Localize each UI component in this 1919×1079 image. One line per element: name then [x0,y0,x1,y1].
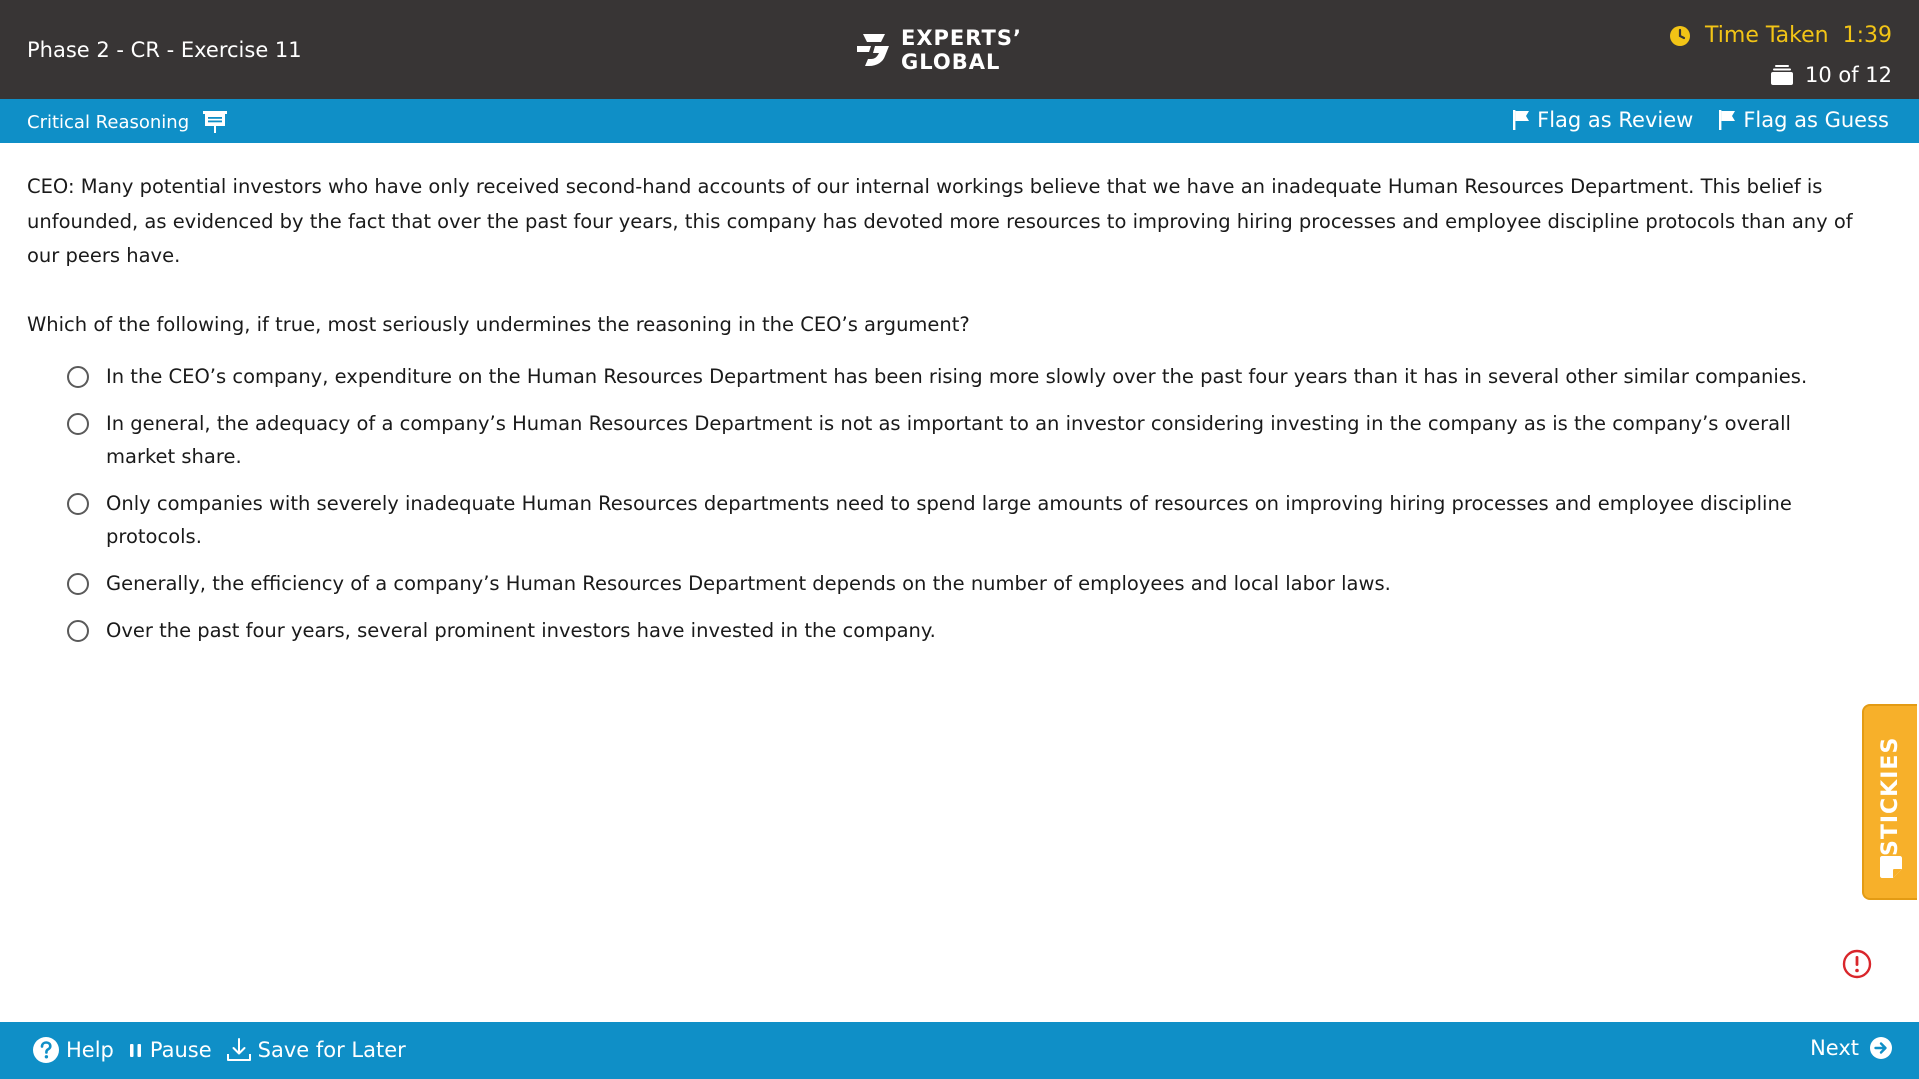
bottom-toolbar [0,1022,1919,1079]
pause-button[interactable] [128,1038,212,1062]
answer-option-text: In general, the adequacy of a company’s Human Resources Department is not as important to an investor considering investing in the company as is the company’s overall market share. [106,411,1791,468]
section-title [27,110,227,134]
timer [1669,23,1892,48]
radio-button[interactable] [67,493,89,515]
report-issue-icon[interactable] [1842,949,1872,979]
radio-button[interactable] [67,573,89,595]
help-icon [32,1036,60,1064]
next-button[interactable] [1810,1036,1893,1060]
flag-icon [1513,110,1529,130]
brand-logo [855,27,1022,73]
logo-line-2: GLOBAL [901,50,1001,74]
answer-option-text: Generally, the efficiency of a company’s Human Resources Department depends on the number of employees and local labor laws. [106,571,1391,595]
flag-guess-label: Flag as Guess [1743,108,1889,132]
question-counter-text: 10 of 12 [1804,63,1892,87]
help-label: Help [66,1038,114,1062]
answer-option[interactable] [27,487,1867,553]
question-stem: Which of the following, if true, most seriously undermines the reasoning in the CEO’s argument? [27,312,970,336]
save-for-later-button[interactable] [226,1037,406,1063]
pause-label: Pause [149,1038,212,1062]
radio-button[interactable] [67,413,89,435]
download-icon [226,1037,252,1063]
question-stimulus: CEO: Many potential investors who have only received second-hand accounts of our internal workings believe that we have an inadequate Human Resources Department. This belief is unfounded, as evidenced by the fact that over the past four years, this company has devoted more resources to improving hiring processes and employee discipline protocols than any of our peers have. [27,175,1853,267]
radio-button[interactable] [67,620,89,642]
answer-option-text: Over the past four years, several prominent investors have invested in the company. [106,618,936,642]
top-header [0,0,1919,99]
logo-line-1: EXPERTS’ [901,26,1022,50]
question-content [27,170,1867,661]
section-bar [0,99,1919,143]
save-for-later-label: Save for Later [257,1038,406,1062]
presentation-icon[interactable] [203,110,227,134]
section-name-label: Critical Reasoning [27,111,190,133]
flag-icon [1719,110,1735,130]
answer-option[interactable] [27,614,1867,647]
answer-option-text: In the CEO’s company, expenditure on the Human Resources Department has been rising more slowly over the past four years than it has in several other similar companies. [106,364,1808,388]
answer-option[interactable] [27,360,1867,393]
stickies-tab[interactable] [1862,704,1917,900]
next-label: Next [1810,1036,1859,1060]
help-button[interactable] [32,1036,114,1064]
timer-value: 1:39 [1842,23,1892,48]
timer-label: Time Taken [1705,23,1829,48]
stickies-label: STICKIES [1878,736,1903,856]
radio-button[interactable] [67,366,89,388]
exercise-title: Phase 2 - CR - Exercise 11 [27,38,302,62]
answer-option[interactable] [27,407,1867,473]
clock-icon [1669,25,1691,47]
stack-icon [1771,65,1793,85]
arrow-right-circle-icon [1869,1036,1893,1060]
question-counter [1771,63,1892,87]
flag-guess-button[interactable] [1719,108,1889,132]
flag-review-button[interactable] [1513,108,1693,132]
answer-option[interactable] [27,567,1867,600]
logo-mark-icon [855,28,891,72]
answer-option-text: Only companies with severely inadequate Human Resources departments need to spend large amounts of resources on improving hiring processes and employee discipline protocols. [106,491,1792,548]
answer-options [27,360,1867,647]
flag-review-label: Flag as Review [1537,108,1694,132]
sticky-note-icon [1879,854,1903,880]
bottom-left-controls [32,1036,406,1064]
flag-controls [1513,108,1889,132]
pause-icon [128,1041,144,1059]
